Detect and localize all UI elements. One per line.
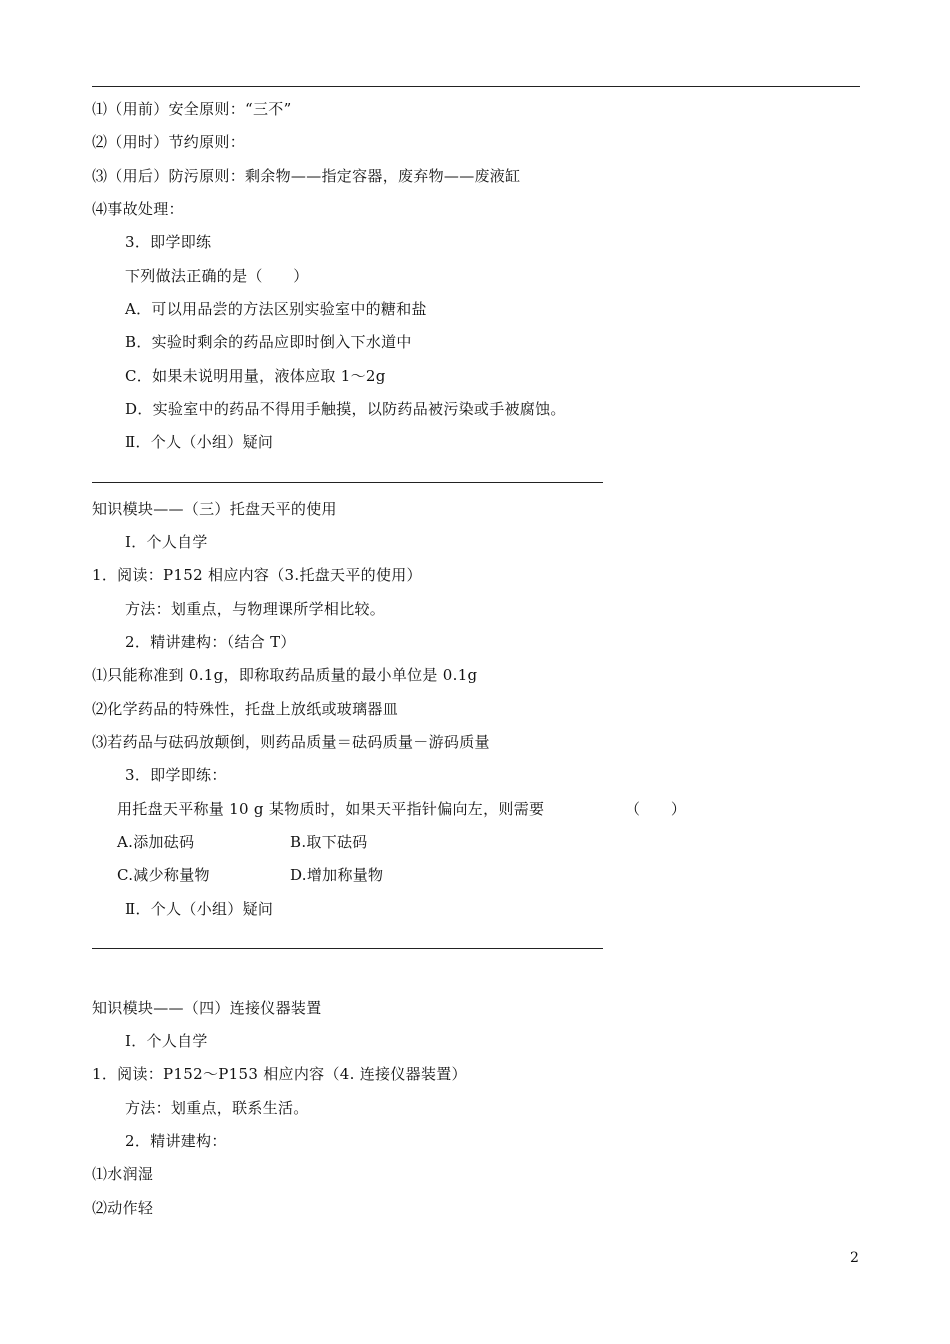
text-line: 1．阅读：P152～P153 相应内容（4. 连接仪器装置） [92, 1065, 467, 1083]
text-line: Ⅰ．个人自学 [125, 533, 208, 551]
text-line: 2．精讲建构： [125, 1132, 227, 1150]
text-line: ⑵化学药品的特殊性，托盘上放纸或玻璃器皿 [92, 700, 399, 718]
text-line: B．实验时剩余的药品应即时倒入下水道中 [125, 333, 412, 351]
option-d: D.增加称量物 [290, 866, 384, 884]
option-b: B.取下砝码 [290, 833, 368, 851]
section-title: 知识模块——（三）托盘天平的使用 [92, 500, 337, 518]
option-a: A.添加砝码 [117, 833, 195, 851]
text-line: Ⅱ．个人（小组）疑问 [125, 433, 274, 451]
page-number: 2 [850, 1250, 859, 1266]
text-line: C．如果未说明用量，液体应取 1～2g [125, 367, 386, 385]
text-line: D．实验室中的药品不得用手触摸，以防药品被污染或手被腐蚀。 [125, 400, 566, 418]
text-line: Ⅱ．个人（小组）疑问 [125, 900, 274, 918]
text-line: Ⅰ．个人自学 [125, 1032, 208, 1050]
text-line: 下列做法正确的是（ ） [125, 267, 309, 285]
text-line: 2．精讲建构：（结合 T） [125, 633, 296, 651]
text-line: ⑶若药品与砝码放颠倒，则药品质量＝砝码质量－游码质量 [92, 733, 490, 751]
answer-rule [92, 482, 603, 483]
option-c: C.减少称量物 [117, 866, 210, 884]
text-line: 方法：划重点，联系生活。 [125, 1099, 309, 1117]
text-line: 3．即学即练 [125, 233, 212, 251]
section-title: 知识模块——（四）连接仪器装置 [92, 999, 322, 1017]
text-line: ⑶（用后）防污原则：剩余物——指定容器，废弃物——废液缸 [92, 167, 521, 185]
text-line: 3．即学即练： [125, 766, 227, 784]
text-line: ⑵动作轻 [92, 1199, 154, 1217]
text-line: 用托盘天平称量 10 g 某物质时，如果天平指针偏向左，则需要 [117, 800, 545, 818]
header-rule [92, 86, 860, 87]
text-line: A．可以用品尝的方法区别实验室中的糖和盐 [125, 300, 427, 318]
text-line: ⑴（用前）安全原则：“三不” [92, 100, 292, 118]
answer-bracket: （ ） [625, 800, 687, 818]
answer-rule [92, 948, 603, 949]
text-line: 1．阅读：P152 相应内容（3.托盘天平的使用） [92, 566, 422, 584]
text-line: ⑵（用时）节约原则： [92, 133, 246, 151]
text-line: ⑷事故处理： [92, 200, 184, 218]
text-line: ⑴只能称准到 0.1g，即称取药品质量的最小单位是 0.1g [92, 666, 478, 684]
text-line: 方法：划重点，与物理课所学相比较。 [125, 600, 386, 618]
text-line: ⑴水润湿 [92, 1165, 154, 1183]
